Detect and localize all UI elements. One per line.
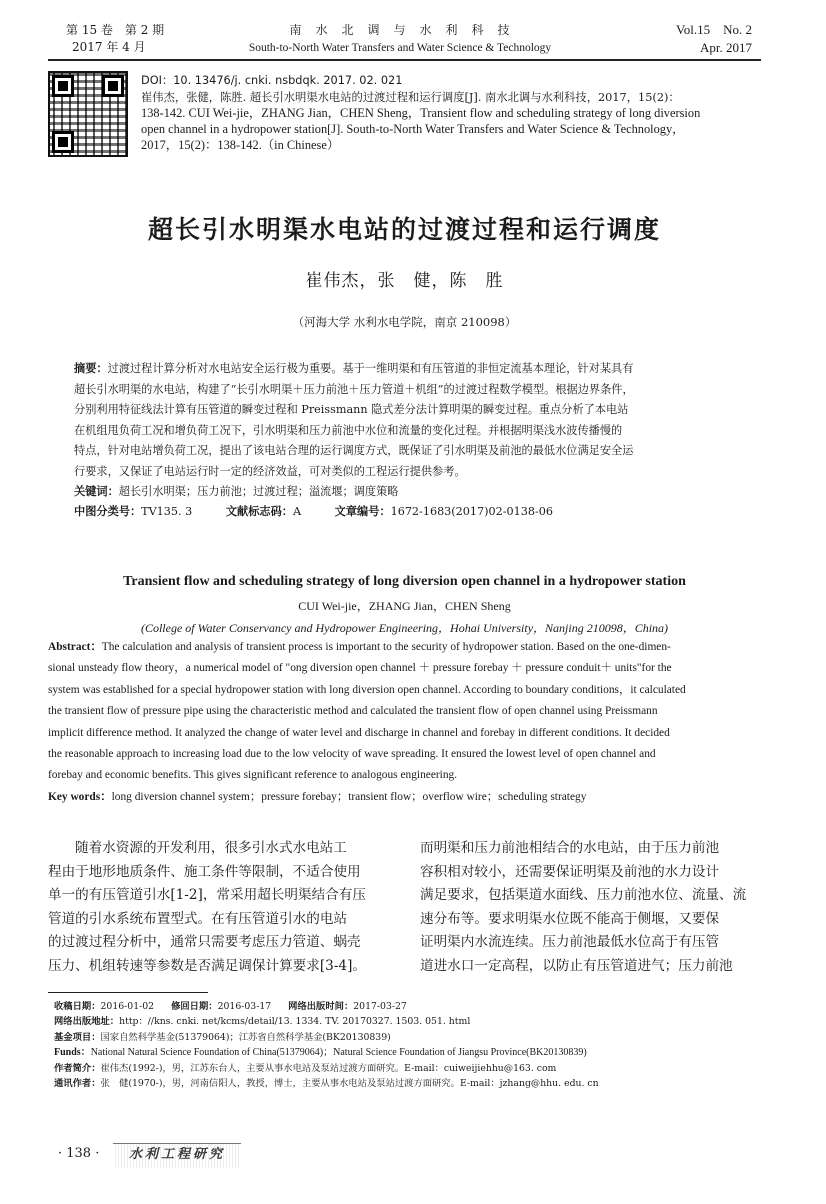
qr-finder xyxy=(52,131,74,153)
affiliation-en: (College of Water Conservancy and Hydropower Engineering，Hohai University，Nanjing 210098，China) xyxy=(140,621,669,635)
body-line: 程由于地形地质条件、施工条件等限制，不适合使用 xyxy=(48,863,361,880)
abstract-en xyxy=(48,637,763,808)
fund-en: Funds：National Natural Science Foundation of China(51379064)；Natural Science Foundation of Jiangsu Province(BK20130839) xyxy=(54,1047,587,1059)
abstract-cn-line: 分别利用特征线法计算有压管道的瞬变过程和 Preissmann 隐式差分法计算明渠的瞬变过程。重点分析了本电站 xyxy=(74,403,629,417)
qr-finder xyxy=(102,75,124,97)
abstract-cn xyxy=(74,359,734,523)
qr-code xyxy=(48,71,128,157)
citation-line: open channel in a hydropower station[J]. South-to-North Water Transfers and Water Science & Technology， xyxy=(141,122,685,136)
keywords-cn-label: 关键词： xyxy=(74,484,119,498)
authors-en: CUI Wei-jie，ZHANG Jian，CHEN Sheng xyxy=(298,599,511,613)
article-number: 1672-1683(2017)02-0138-06 xyxy=(390,505,554,519)
citation-line: 2017，15(2)：138-142.（in Chinese） xyxy=(141,138,340,152)
page-number: · 138 · xyxy=(58,1146,100,1161)
abstract-en-line: forebay and economic benefits. This gives significant reference to analogous engineering. xyxy=(48,769,458,782)
date-cn: 2017 年 4 月 xyxy=(72,40,146,54)
doc-code: A xyxy=(292,505,302,519)
keywords-cn: 关键词：超长引水明渠；压力前池；过渡过程；溢流堰；调度策略 xyxy=(74,484,399,498)
keywords-en-label: Key words： xyxy=(48,790,112,803)
clc-number: TV135. 3 xyxy=(141,505,193,519)
abstract-en-line: system was established for a special hydropower station with long diversion open channel. According to boundary conditions，it calculated xyxy=(48,683,686,696)
url-link[interactable]: http：//kns. cnki. net/kcms/detail/13. 1334. TV. 20170327. 1503. 051. html xyxy=(119,1016,471,1028)
abstract-en-label: Abstract： xyxy=(48,641,102,653)
classification: 中图分类号：TV135. 3 文献标志码：A 文章编号：1672-1683(2017)02-0138-06 xyxy=(74,505,554,519)
abstract-en-line: the transient flow of pressure pipe using the characteristic method and calculated the transient flow of open channel using Preissmann xyxy=(48,705,658,718)
abstract-en-line: implicit difference method. It analyzed the change of water level and discharge in channel and forebay in different conditions. It decided xyxy=(48,726,670,739)
qr-finder xyxy=(52,75,74,97)
author-bio: 作者简介：崔伟杰(1992-)，男，江苏东台人，主要从事水电站及泵站过渡方面研究。E-mail：cuiweijiehhu@163. com xyxy=(54,1062,557,1074)
revised-date: 2016-03-17 xyxy=(217,1001,272,1012)
body-line: 随着水资源的开发利用，很多引水式水电站工 xyxy=(75,840,347,856)
abstract-cn-line: 超长引水明渠的水电站，构建了“长引水明渠＋压力前池＋压力管道＋机组”的过渡过程数学模型。根据边界条件， xyxy=(74,382,634,396)
body-line: 速分布等。要求明渠水位既不能高于侧堰，又要保 xyxy=(420,910,720,927)
received-date: 2016-01-02 xyxy=(100,1001,155,1012)
body-line: 管道的引水系统布置型式。在有压管道引水的电站 xyxy=(48,910,348,927)
journal-name-cn: 南 水 北 调 与 水 利 科 技 xyxy=(289,23,511,37)
doi: DOI：10. 13476/j. cnki. nsbdqk. 2017. 02. 021 xyxy=(141,74,403,87)
keywords-en: Key words：long diversion channel system；pressure forebay；transient flow；overflow wire；scheduling strategy xyxy=(48,790,587,803)
footnote-rule xyxy=(48,992,208,993)
fund-cn: 基金项目：国家自然科学基金(51379064)；江苏省自然科学基金(BK20130839) xyxy=(54,1031,391,1043)
body-column-right xyxy=(420,837,765,979)
body-column-left xyxy=(48,837,393,979)
body-line: 容积相对较小，还需要保证明渠及前池的水力设计 xyxy=(420,863,720,880)
abstract-cn-label: 摘要： xyxy=(74,362,108,375)
abstract-cn-line: 行要求，又保证了电站运行时一定的经济效益，可对类似的工程运行提供参考。 xyxy=(74,464,466,478)
volume-issue-cn: 第 15 卷 第 2 期 xyxy=(66,23,165,37)
paper-title-cn: 超长引水明渠水电站的过渡过程和运行调度 xyxy=(147,215,661,244)
body-line: 单一的有压管道引水[1-2]，常采用超长明渠结合有压 xyxy=(48,887,366,904)
body-line: 满足要求，包括渠道水面线、压力前池水位、流量、流 xyxy=(420,887,747,904)
paper-title-en: Transient flow and scheduling strategy of long diversion open channel in a hydropower station xyxy=(123,574,686,589)
body-line: 压力、机组转速等参数是否满足调保计算要求[3-4]。 xyxy=(48,957,366,974)
body-line: 证明渠内水流连续。压力前池最低水位高于有压管 xyxy=(420,934,720,951)
citation-line: 138-142. CUI Wei-jie，ZHANG Jian，CHEN Sheng，Transient flow and scheduling strategy of long diversion xyxy=(141,106,701,120)
abstract-en-line: sional unsteady flow theory，a numerical model of "ong diversion open channel ＋ pressure forebay ＋ pressure conduit＋ units"for the xyxy=(48,662,672,675)
body-line: 的过渡过程分析中，通常只需要考虑压力管道、蜗壳 xyxy=(48,934,361,951)
online-url: 网络出版地址：http：//kns. cnki. net/kcms/detail/13. 1334. TV. 20170327. 1503. 051. html xyxy=(54,1016,471,1028)
online-date: 2017-03-27 xyxy=(353,1001,407,1012)
corresponding-author: 通讯作者：张 健(1970-)，男，河南信阳人，教授，博士，主要从事水电站及泵站过渡方面研究。E-mail：jzhang@hhu. edu. cn xyxy=(54,1078,599,1090)
body-line: 道进水口一定高程，以防止有压管道进气；压力前池 xyxy=(420,957,733,974)
journal-name-en: South-to-North Water Transfers and Water Science & Technology xyxy=(248,42,552,54)
body-line: 而明渠和压力前池相结合的水电站，由于压力前池 xyxy=(420,840,720,856)
abstract-en-line: Abstract：The calculation and analysis of transient process is important to the security of hydropower station. Based on the one-dimen- xyxy=(48,641,671,653)
abstract-cn-line: 在机组甩负荷工况和增负荷工况下，引水明渠和压力前池中水位和流量的变化过程。并根据明渠浅水波传播慢的 xyxy=(74,423,623,437)
authors-cn: 崔伟杰，张 健，陈 胜 xyxy=(305,271,504,291)
header-rule xyxy=(48,59,761,61)
volume-issue-en: Vol.15 No. 2 xyxy=(676,22,752,37)
abstract-cn-line: 特点，针对电站增负荷工况，提出了该电站合理的运行调度方式，既保证了引水明渠及前池的最低水位满足安全运 xyxy=(74,444,634,458)
dates: 收稿日期：2016-01-02 修回日期：2016-03-17 网络出版时间：2017-03-27 xyxy=(54,1001,407,1012)
citation-line: 崔伟杰，张健，陈胜. 超长引水明渠水电站的过渡过程和运行调度[J]. 南水北调与水利科技，2017，15(2)： xyxy=(141,91,680,104)
affiliation-cn: （河海大学 水利水电学院，南京 210098） xyxy=(292,315,517,329)
footnotes xyxy=(54,999,766,1091)
abstract-cn-line: 摘要：过渡过程计算分析对水电站安全运行极为重要。基于一维明渠和有压管道的非恒定流基本理论，针对某具有 xyxy=(74,362,634,375)
date-en: Apr. 2017 xyxy=(700,40,752,55)
abstract-en-line: the reasonable approach to increasing load due to the low velocity of wave spreading. It ensured the lowest level of open channel and xyxy=(48,748,656,761)
journal-logo: 水利工程研究 xyxy=(113,1143,241,1168)
